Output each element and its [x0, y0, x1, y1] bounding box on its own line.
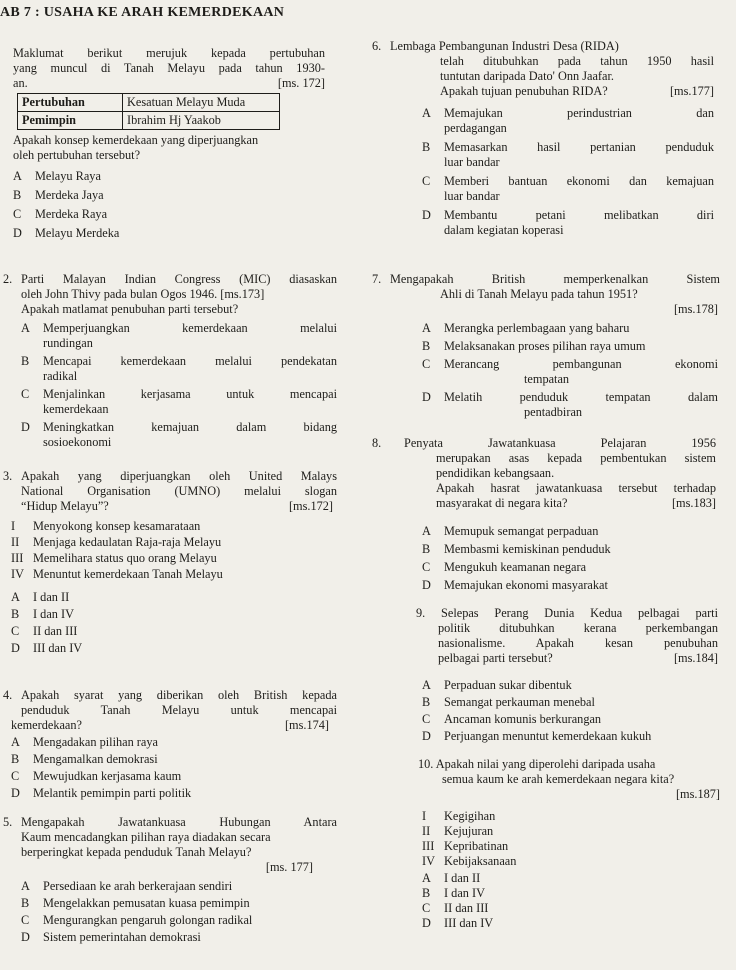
answer-option[interactable]: A Perpaduan sukar dibentuk	[422, 678, 572, 692]
question-text: oleh John Thivy pada bulan Ogos 1946. [ms.173]	[21, 287, 265, 301]
question-text: penduduk Tanah Melayu untuk mencapai	[21, 703, 337, 717]
question-text: kemerdekaan? [ms.174]	[11, 718, 329, 732]
answer-option[interactable]: A Memajukan perindustrian dan perdagangan	[422, 106, 714, 135]
question-text: politik ditubuhkan kerana perkembangan	[438, 621, 718, 635]
answer-option[interactable]: A Merangka perlembagaan yang baharu	[422, 321, 630, 335]
question-text: pelbagai parti tersebut? [ms.184]	[438, 651, 718, 665]
question-text: masyarakat di negara kita? [ms.183]	[436, 496, 716, 510]
answer-option[interactable]: D Memajukan ekonomi masyarakat	[422, 578, 608, 592]
statement-item: IV Menuntut kemerdekaan Tanah Melayu	[11, 567, 223, 581]
question-number: 2.	[3, 272, 13, 286]
answer-option[interactable]: D III dan IV	[422, 916, 494, 930]
question-text: 10. Apakah nilai yang diperolehi daripada usaha	[418, 757, 656, 771]
chapter-header: AB 7 : USAHA KE ARAH KEMERDEKAAN	[0, 5, 285, 20]
question-text: berperingkat kepada penduduk Tanah Melayu?	[21, 845, 252, 859]
answer-option[interactable]: A Memupuk semangat perpaduan	[422, 524, 599, 538]
answer-option[interactable]: D Sistem pemerintahan demokrasi	[21, 930, 201, 944]
question-number: 6.	[372, 39, 382, 53]
question-text: National Organisation (UMNO) melalui slogan	[21, 484, 337, 498]
statement-item: I Kegigihan	[422, 809, 496, 823]
answer-option[interactable]: B Mengamalkan demokrasi	[11, 752, 158, 766]
question-text: nasionalisme. Apakah kesan penubuhan	[438, 636, 718, 650]
answer-option[interactable]: D Membantu petani melibatkan diri dalam kegiatan koperasi	[422, 208, 714, 237]
question-number: 3.	[3, 469, 13, 483]
answer-option[interactable]: C II dan III	[11, 624, 78, 638]
question-number: 9.	[416, 606, 426, 620]
question-text: merupakan asas kepada pembentukan sistem	[436, 451, 716, 465]
question-text: oleh pertubuhan tersebut?	[13, 148, 141, 162]
answer-option[interactable]: C Menjalinkan kerjasama untuk mencapai kemerdekaan	[21, 387, 337, 416]
page-reference: [ms. 172]	[277, 76, 325, 90]
answer-option[interactable]: B Semangat perkauman menebal	[422, 695, 595, 709]
answer-option[interactable]: A Mengadakan pilihan raya	[11, 735, 158, 749]
answer-option[interactable]: B Mengelakkan pemusatan kuasa pemimpin	[21, 896, 250, 910]
question-text: 9. Selepas Perang Dunia Kedua pelbagai parti	[416, 606, 718, 620]
answer-option[interactable]: B Membasmi kemiskinan penduduk	[422, 542, 611, 556]
statement-item: I Menyokong konsep kesamarataan	[11, 519, 201, 533]
answer-option[interactable]: D Melantik pemimpin parti politik	[11, 786, 192, 800]
answer-option[interactable]: D Melatih penduduk tempatan dalam pentadbiran	[422, 390, 718, 419]
statement-item: IV Kebijaksanaan	[422, 854, 517, 868]
question-text: Parti Malayan Indian Congress (MIC) diasaskan	[21, 272, 337, 286]
question-text: Apakah konsep kemerdekaan yang diperjuangkan	[13, 133, 259, 147]
question-text: semua kaum ke arah kemerdekaan negara kita?	[442, 772, 675, 786]
table-cell: Kesatuan Melayu Muda	[123, 94, 280, 112]
answer-option[interactable]: D Meningkatkan kemajuan dalam bidang sosioekonomi	[21, 420, 337, 449]
page-reference: [ms.172]	[288, 499, 333, 513]
page-reference: [ms.174]	[284, 718, 329, 732]
question-text: Apakah syarat yang diberikan oleh British kepada	[21, 688, 337, 702]
answer-option[interactable]: B Memasarkan hasil pertanian penduduk luar bandar	[422, 140, 714, 169]
info-table	[17, 93, 280, 130]
question-text: Penyata Jawatankuasa Pelajaran 1956	[404, 436, 716, 450]
answer-option[interactable]: C Mewujudkan kerjasama kaum	[11, 769, 182, 783]
table-cell: Ibrahim Hj Yaakob	[123, 112, 280, 130]
question-text: Lembaga Pembangunan Industri Desa (RIDA)	[390, 39, 619, 53]
answer-option[interactable]: C Merancang pembangunan ekonomi tempatan	[422, 357, 718, 386]
answer-option[interactable]: D III dan IV	[11, 641, 83, 655]
table-row	[18, 94, 280, 112]
answer-option[interactable]: A Melayu Raya	[13, 169, 101, 183]
question-text: pendidikan kebangsaan.	[436, 466, 555, 480]
answer-option[interactable]: C II dan III	[422, 901, 489, 915]
answer-option[interactable]: B Mencapai kemerdekaan melalui pendekatan radikal	[21, 354, 337, 383]
page-reference: [ms. 177]	[265, 860, 313, 874]
answer-option[interactable]: A I dan II	[422, 871, 481, 885]
page-reference: [ms.184]	[673, 651, 718, 665]
statement-item: II Menjaga kedaulatan Raja-raja Melayu	[11, 535, 222, 549]
question-1	[13, 46, 325, 241]
answer-option[interactable]: C Merdeka Raya	[13, 207, 108, 221]
question-text: Apakah yang diperjuangkan oleh United Malays	[21, 469, 337, 483]
answer-option[interactable]: A I dan II	[11, 590, 70, 604]
question-number: 10.	[418, 757, 434, 771]
answer-option[interactable]: B Melaksanakan proses pilihan raya umum	[422, 339, 646, 353]
question-text: telah ditubuhkan pada tahun 1950 hasil	[440, 54, 714, 68]
question-number: 5.	[3, 815, 13, 829]
question-text: Ahli di Tanah Melayu pada tahun 1951?	[440, 287, 638, 301]
question-text: Apakah tujuan penubuhan RIDA? [ms.177]	[440, 84, 714, 98]
answer-option[interactable]: B Merdeka Jaya	[13, 188, 104, 202]
statement-item: III Memelihara status quo orang Melayu	[11, 551, 217, 565]
page-reference: [ms.178]	[673, 302, 718, 316]
table-row	[18, 112, 280, 130]
intro-line: yang muncul di Tanah Melayu pada tahun 1930-	[13, 61, 325, 75]
table-header-cell: Pertubuhan	[18, 94, 123, 112]
intro-line: an. [ms. 172]	[13, 76, 325, 90]
answer-option[interactable]: C Mengukuh keamanan negara	[422, 560, 587, 574]
question-number: 8.	[372, 436, 382, 450]
question-text: Kaum mencadangkan pilihan raya diadakan secara	[21, 830, 271, 844]
question-text: Apakah hasrat jawatankuasa tersebut terhadap	[436, 481, 716, 495]
answer-option[interactable]: A Persediaan ke arah berkerajaan sendiri	[21, 879, 233, 893]
question-text: Apakah matlamat penubuhan parti tersebut?	[21, 302, 239, 316]
statement-item: II Kejujuran	[422, 824, 494, 838]
statement-item: III Kepribatinan	[422, 839, 509, 853]
answer-option[interactable]: C Mengurangkan pengaruh golongan radikal	[21, 913, 253, 927]
answer-option[interactable]: D Melayu Merdeka	[13, 226, 120, 240]
answer-option[interactable]: D Perjuangan menuntut kemerdekaan kukuh	[422, 729, 652, 743]
question-text: tuntutan daripada Dato' Onn Jaafar.	[440, 69, 614, 83]
answer-option[interactable]: C Memberi bantuan ekonomi dan kemajuan luar bandar	[422, 174, 714, 203]
page-reference: [ms.177]	[669, 84, 714, 98]
answer-option[interactable]: C Ancaman komunis berkurangan	[422, 712, 602, 726]
question-text: “Hidup Melayu”? [ms.172]	[21, 499, 333, 513]
intro-line: Maklumat berikut merujuk kepada pertubuhan	[13, 46, 325, 60]
question-number: 7.	[372, 272, 382, 286]
question-text: Mengapakah Jawatankuasa Hubungan Antara	[21, 815, 337, 829]
question-text: Mengapakah British memperkenalkan Sistem	[390, 272, 720, 286]
answer-option[interactable]: B I dan IV	[422, 886, 485, 900]
page-reference: [ms.187]	[675, 787, 720, 801]
answer-option[interactable]: B I dan IV	[11, 607, 74, 621]
answer-option[interactable]: A Memperjuangkan kemerdekaan melalui rundingan	[21, 321, 337, 350]
table-header-cell: Pemimpin	[18, 112, 123, 130]
page-reference: [ms.183]	[671, 496, 716, 510]
question-number: 4.	[3, 688, 13, 702]
